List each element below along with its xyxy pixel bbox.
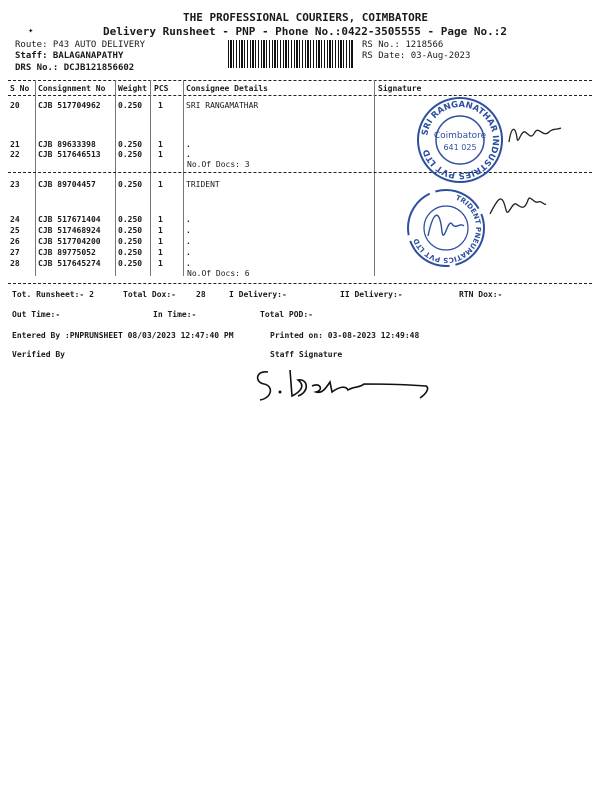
row-pcs: 1 <box>158 150 163 159</box>
company-stamp-icon <box>398 188 494 268</box>
group-rule <box>8 172 592 173</box>
col-divider <box>374 80 375 276</box>
rs-date: RS Date: 03-Aug-2023 <box>362 51 471 61</box>
col-divider <box>183 80 184 276</box>
row-consignment: CJB 89633398 <box>38 140 96 149</box>
row-detail: . <box>186 226 191 235</box>
total-dox-value: 28 <box>196 290 206 299</box>
docs-count: No.Of Docs: 6 <box>187 269 250 278</box>
col-weight: Weight <box>118 84 147 93</box>
row-detail: . <box>186 140 191 149</box>
row-pcs: 1 <box>158 237 163 246</box>
row-weight: 0.250 <box>118 180 143 189</box>
row-detail: . <box>186 215 191 224</box>
col-signature: Signature <box>378 84 422 93</box>
row-sno: 27 <box>10 248 20 257</box>
row-consignment: CJB 517468924 <box>38 226 101 235</box>
stamp-pin: 641 025 <box>443 143 477 152</box>
feather-mark: ✦ <box>28 26 34 36</box>
table-top-rule <box>8 80 592 81</box>
row-consignment: CJB 89704457 <box>38 180 96 189</box>
rtn-dox: RTN Dox:- <box>459 290 503 299</box>
col-divider <box>115 80 116 276</box>
staff-signature-icon <box>250 362 440 410</box>
row-weight: 0.250 <box>118 150 143 159</box>
tot-runsheet: Tot. Runsheet:- 2 <box>12 290 94 299</box>
row-consignment: CJB 89775052 <box>38 248 96 257</box>
row-detail: . <box>186 237 191 246</box>
total-pod: Total POD:- <box>260 310 313 319</box>
row-weight: 0.250 <box>118 259 143 268</box>
verified-by: Verified By <box>12 350 65 359</box>
document-subtitle: Delivery Runsheet - PNP - Phone No.:0422-3505555 - Page No.:2 <box>103 25 507 38</box>
stamp-ring-text: SRI RANGANATHAR INDUSTRIES PVT LTD <box>420 99 501 181</box>
row-pcs: 1 <box>158 140 163 149</box>
row-pcs: 1 <box>158 101 163 110</box>
row-pcs: 1 <box>158 259 163 268</box>
signature-icon <box>488 190 548 220</box>
col-divider <box>150 80 151 276</box>
row-weight: 0.250 <box>118 226 143 235</box>
row-sno: 26 <box>10 237 20 246</box>
ii-delivery: II Delivery:- <box>340 290 403 299</box>
col-sno: S No <box>10 84 30 93</box>
col-divider <box>35 80 36 276</box>
row-sno: 22 <box>10 150 20 159</box>
col-pcs: PCS <box>154 84 169 93</box>
row-weight: 0.250 <box>118 140 143 149</box>
row-pcs: 1 <box>158 226 163 235</box>
signature-icon <box>505 120 565 150</box>
row-sno: 23 <box>10 180 20 189</box>
row-detail: . <box>186 150 191 159</box>
out-time: Out Time:- <box>12 310 61 319</box>
company-stamp-icon <box>416 96 504 184</box>
row-pcs: 1 <box>158 180 163 189</box>
row-consignment: CJB 517671404 <box>38 215 101 224</box>
barcode <box>228 40 354 68</box>
row-pcs: 1 <box>158 215 163 224</box>
row-pcs: 1 <box>158 248 163 257</box>
route-label: Route: P43 AUTO DELIVERY <box>15 40 146 50</box>
row-weight: 0.250 <box>118 101 143 110</box>
entered-by: Entered By :PNPRUNSHEET 08/03/2023 12:47:40 PM <box>12 331 234 340</box>
printed-on: Printed on: 03-08-2023 12:49:48 <box>270 331 420 340</box>
row-weight: 0.250 <box>118 237 143 246</box>
row-sno: 25 <box>10 226 20 235</box>
row-detail: . <box>186 248 191 257</box>
row-detail: . <box>186 259 191 268</box>
i-delivery: I Delivery:- <box>229 290 287 299</box>
row-sno: 28 <box>10 259 20 268</box>
row-weight: 0.250 <box>118 215 143 224</box>
row-consignment: CJB 517645274 <box>38 259 101 268</box>
document-title: THE PROFESSIONAL COURIERS, COIMBATORE <box>183 11 429 24</box>
row-weight: 0.250 <box>118 248 143 257</box>
total-dox-label: Total Dox:- <box>123 290 176 299</box>
row-consignment: CJB 517646513 <box>38 150 101 159</box>
docs-count: No.Of Docs: 3 <box>187 160 250 169</box>
table-bottom-rule <box>8 283 592 284</box>
staff-signature-label: Staff Signature <box>270 350 343 359</box>
row-sno: 21 <box>10 140 20 149</box>
drs-number: DRS No.: DCJB121856602 <box>15 63 135 73</box>
table-header-rule <box>8 95 592 96</box>
stamp-city: Coimbatore <box>433 131 487 141</box>
in-time: In Time:- <box>153 310 197 319</box>
row-consignment: CJB 517704200 <box>38 237 101 246</box>
row-sno: 20 <box>10 101 20 110</box>
consignee-name: TRIDENT <box>186 180 220 189</box>
row-sno: 24 <box>10 215 20 224</box>
staff-label: Staff: BALAGANAPATHY <box>15 51 124 61</box>
rs-number: RS No.: 1218566 <box>362 40 444 50</box>
row-consignment: CJB 517704962 <box>38 101 101 110</box>
col-consignee: Consignee Details <box>186 84 268 93</box>
col-consignment: Consignment No <box>38 84 106 93</box>
consignee-name: SRI RANGAMATHAR <box>186 101 259 110</box>
stamp-ring-text: TRIDENT PNEUMATICS PVT LTD <box>412 193 483 265</box>
